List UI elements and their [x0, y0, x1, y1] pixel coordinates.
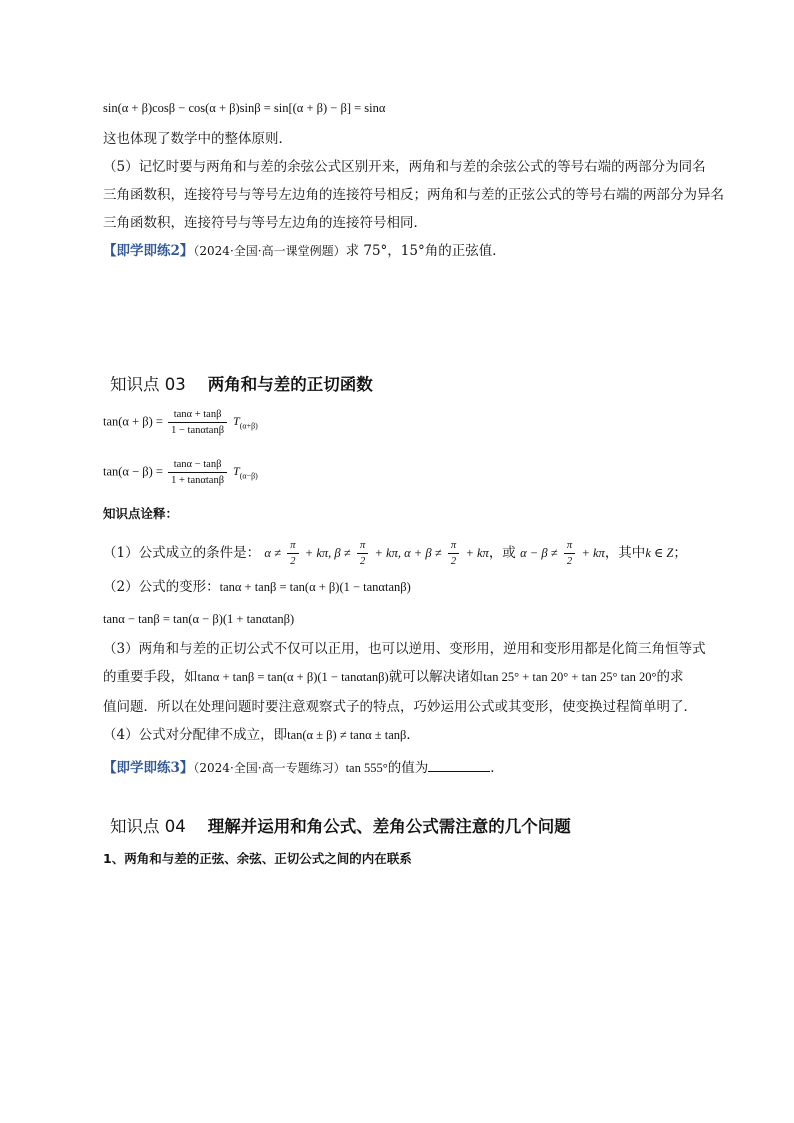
sin-identity-formula: sin(α + β)cosβ − cos(α + β)sinβ = sin[(α + β) − β] = sinα — [103, 101, 386, 115]
tan-diff-label: $T_{(\alpha-\beta)}$ — [233, 464, 258, 481]
note5-line1: （5）记忆时要与两角和与差的余弦公式区别开来，两角和与差的余弦公式的等号右端的两部分为同名 — [103, 159, 706, 175]
tan-sum-fraction — [168, 407, 227, 438]
tan-sum-numerator: tanα + tanβ — [168, 407, 227, 423]
tan-diff-formula — [103, 457, 258, 488]
condition2-line — [103, 578, 411, 596]
tan-diff-fraction — [168, 457, 227, 488]
practice3-tag: 【即学即练3】 — [103, 760, 194, 776]
section04-subheading: 1、两角和与差的正弦、余弦、正切公式之间的内在联系 — [103, 851, 412, 866]
condition4-line: （4）公式对分配律不成立，即tan(α ± β) ≠ tanα ± tanβ． — [103, 727, 420, 743]
pi-over-2-fraction: $\frac{\pi}{2}$ — [357, 538, 368, 569]
tan-sum-label: $T_{(\alpha+\beta)}$ — [233, 414, 258, 431]
pi-over-2-fraction: $\frac{\pi}{2}$ — [448, 538, 459, 569]
pi-over-2-fraction: $\frac{\pi}{2}$ — [287, 538, 298, 569]
holistic-principle-text: 这也体现了数学中的整体原则． — [103, 131, 292, 147]
tan-sum-formula — [103, 407, 258, 438]
tan-sum-denominator: 1 − tanαtanβ — [171, 425, 225, 436]
practice2-line — [103, 242, 506, 260]
condition2-formula2: tanα − tanβ = tan(α − β)(1 + tanαtanβ) — [103, 612, 295, 626]
pi-over-2-fraction: $\frac{\pi}{2}$ — [564, 538, 575, 569]
note5-line3: 三角函数积，连接符号与等号左边角的连接符号相同． — [103, 215, 427, 231]
section04-title: 理解并运用和角公式、差角公式需注意的几个问题 — [207, 817, 571, 836]
tan-diff-lhs: tan(α − β) = — [103, 464, 163, 479]
condition3-line2: 的重要手段，如tanα + tanβ = tan(α + β)(1 − tanαtanβ)就可以解决诸如tan 25° + tan 20° + tan 25° tan 20°的求 — [103, 669, 684, 685]
section04-number: 知识点 04 — [110, 817, 186, 836]
practice2-source: （2024·全国·高一课堂例题） — [193, 244, 346, 258]
practice2-tag: 【即学即练2】 — [103, 243, 194, 259]
condition2-prefix: （2）公式的变形： — [103, 579, 220, 595]
condition2-formula: tanα + tanβ = tan(α + β)(1 − tanαtanβ) — [219, 580, 411, 594]
condition1-line: （1）公式成立的条件是： α ≠ $\frac{\pi}{2}$ + kπ, β ≠ $\frac{\pi}{2}$ + kπ, α + β ≠ $\frac{\pi}{2}$ + kπ，或 α − β ≠ $\frac{\pi}{2}$ + kπ，其中k ∈ Z； — [103, 540, 687, 567]
answer-blank[interactable] — [428, 759, 490, 772]
explain-label: 知识点诠释： — [103, 506, 179, 521]
tan-sum-lhs: tan(α + β) = — [103, 414, 163, 429]
practice3-line: 【即学即练3】（2024·全国·高一专题练习）tan 555°的值为 ． — [103, 760, 504, 776]
practice2-text: 求 75°，15°角的正弦值． — [345, 243, 506, 259]
tan-diff-numerator: tanα − tanβ — [168, 457, 227, 473]
section04-heading — [110, 813, 571, 837]
condition1-prefix: （1）公式成立的条件是： — [103, 545, 261, 561]
condition3-line3: 值问题．所以在处理问题时要注意观察式子的特点，巧妙运用公式或其变形，使变换过程简单明了． — [103, 699, 697, 715]
section03-title: 两角和与差的正切函数 — [207, 375, 373, 394]
tan-diff-denominator: 1 + tanαtanβ — [171, 475, 225, 486]
condition3-line1: （3）两角和与差的正切公式不仅可以正用，也可以逆用、变形用，逆用和变形用都是化简三角恒等式 — [103, 641, 706, 657]
note5-line2: 三角函数积，连接符号与等号左边角的连接符号相反；两角和与差的正弦公式的等号右端的两部分为异名 — [103, 187, 724, 203]
section03-heading — [110, 371, 373, 395]
section03-number: 知识点 03 — [110, 375, 186, 394]
practice3-source: （2024·全国·高一专题练习） — [193, 761, 346, 775]
